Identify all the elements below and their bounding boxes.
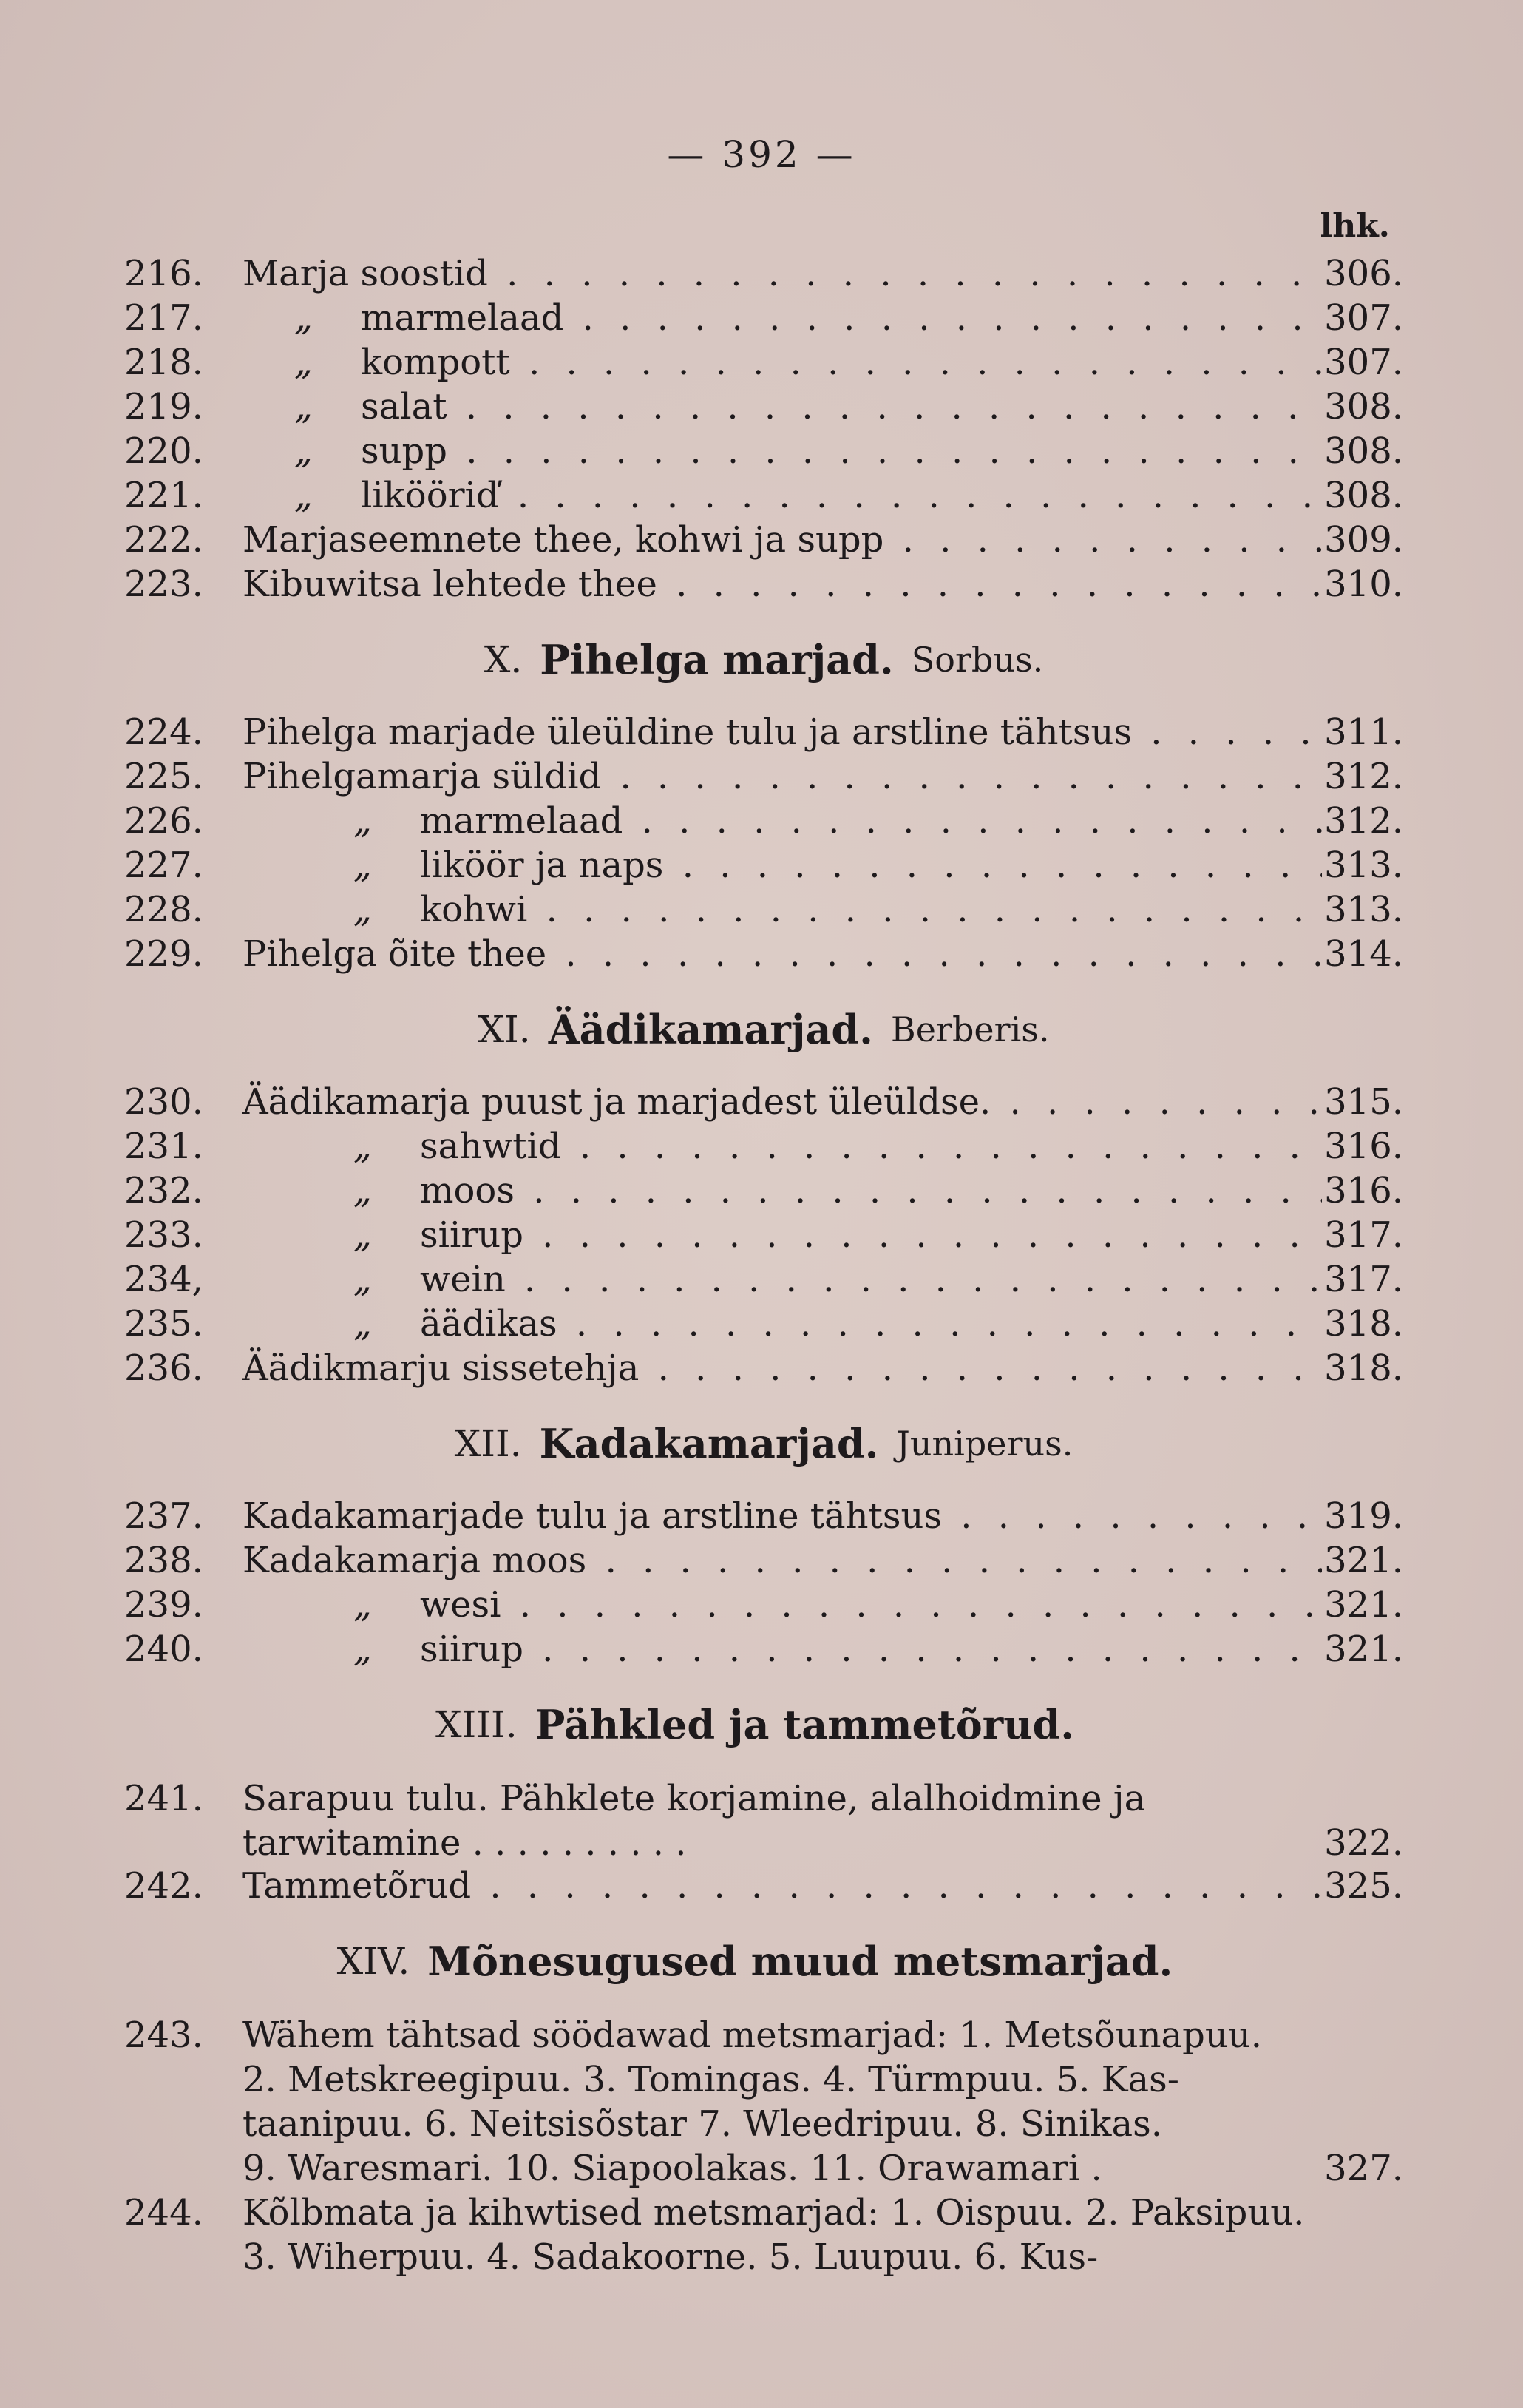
entry-number: 220. <box>124 430 203 472</box>
section-heading <box>124 1673 1403 1776</box>
section-latin-name: Juniperus. <box>896 1424 1073 1464</box>
entry-page: 308. <box>1324 475 1403 516</box>
entry-number: 224. <box>124 711 203 753</box>
entry-title: marmelaad . . . <box>361 297 1322 339</box>
entry-line: Sarapuu tulu. Pähklete korjamine, alalhoidmine ja <box>242 1778 1146 1819</box>
entry-number: 221. <box>124 475 203 516</box>
entry-page: 312. <box>1324 800 1403 842</box>
entry-line: Wähem tähtsad söödawad metsmarjad: 1. Metsõunapuu. <box>242 2015 1262 2056</box>
entry-number: 244. <box>124 2192 203 2233</box>
ditto-mark: „ <box>294 386 313 427</box>
entry-title: Marja soostid . . . <box>242 253 1322 294</box>
entry-title: sahwtid . . . <box>420 1126 1322 1167</box>
entry-number: 222. <box>124 519 203 561</box>
toc-entry <box>124 1629 1403 1673</box>
entry-line: Kõlbmata ja kihwtised metsmarjad: 1. Oispuu. 2. Paksipuu. <box>242 2192 1305 2233</box>
entry-body <box>242 2191 1322 2279</box>
entry-line: 9. Waresmari. 10. Siapoolakas. 11. Orawamari . <box>242 2148 1102 2189</box>
section-title: Pähkled ja tammetõrud. <box>535 1701 1075 1748</box>
ditto-mark: „ <box>353 1214 372 1256</box>
toc-entry <box>124 1303 1403 1347</box>
entry-title: wesi . . . <box>420 1584 1322 1626</box>
entry-number: 226. <box>124 800 203 842</box>
entry-page: 317. <box>1324 1259 1403 1300</box>
section-title: Kadakamarjad. <box>539 1420 879 1467</box>
entry-number: 236. <box>124 1347 203 1389</box>
toc-entry-multiline <box>124 2013 1403 2191</box>
entry-body <box>242 2013 1322 2191</box>
entry-title: salat . . . <box>361 386 1322 427</box>
entry-page: 315. <box>1324 1081 1403 1123</box>
entry-line: 3. Wiherpuu. 4. Sadakoorne. 5. Luupuu. 6. Kus- <box>242 2236 1099 2278</box>
entry-page: 314. <box>1324 933 1403 975</box>
entry-page: 321. <box>1324 1584 1403 1626</box>
toc-entry <box>124 564 1403 608</box>
toc-entry <box>124 845 1403 889</box>
entry-page: 312. <box>1324 756 1403 797</box>
entry-title: Pihelgamarja süldid . . . <box>242 756 1322 797</box>
entry-title: Kadakamarjade tulu ja arstline tähtsus . . . <box>242 1495 1322 1537</box>
table-of-contents <box>124 253 1403 2279</box>
entry-number: 217. <box>124 297 203 339</box>
entry-title: Marjaseemnete thee, kohwi ja supp . . . <box>242 519 1322 561</box>
entry-number: 231. <box>124 1126 203 1167</box>
entry-title: moos . . . <box>420 1170 1322 1211</box>
entry-number: 234, <box>124 1259 203 1300</box>
entry-page: 307. <box>1324 297 1403 339</box>
entry-title: wein . . . <box>420 1259 1322 1300</box>
toc-entry <box>124 1214 1403 1259</box>
entry-title: liköör ja naps . . . <box>420 845 1322 886</box>
toc-entry <box>124 1126 1403 1170</box>
entry-number: 243. <box>124 2015 203 2056</box>
section-roman-numeral: XIV. <box>336 1940 410 1983</box>
section-title: Äädikamarjad. <box>548 1006 873 1053</box>
entry-page: 308. <box>1324 430 1403 472</box>
entry-page: 318. <box>1324 1303 1403 1345</box>
section-heading <box>124 1910 1403 2013</box>
entry-line: tarwitamine . . . . . . . . . . <box>242 1822 687 1864</box>
section-heading <box>124 1392 1403 1495</box>
entry-line: 2. Metskreegipuu. 3. Tomingas. 4. Türmpuu. 5. Kas- <box>242 2059 1179 2100</box>
ditto-mark: „ <box>353 1170 372 1211</box>
entry-page: 309. <box>1324 519 1403 561</box>
entry-number: 238. <box>124 1540 203 1581</box>
entry-number: 219. <box>124 386 203 427</box>
toc-entry <box>124 519 1403 564</box>
toc-entry <box>124 1259 1403 1303</box>
section-roman-numeral: X. <box>484 638 523 681</box>
ditto-mark: „ <box>353 1126 372 1167</box>
toc-entry <box>124 1347 1403 1392</box>
entry-number: 227. <box>124 845 203 886</box>
entry-title: Pihelga marjade üleüldine tulu ja arstline tähtsus . . . <box>242 711 1322 753</box>
section-roman-numeral: XII. <box>454 1422 522 1465</box>
ditto-mark: „ <box>353 889 372 930</box>
toc-entry <box>124 933 1403 978</box>
ditto-mark: „ <box>353 1259 372 1300</box>
section-roman-numeral: XI. <box>478 1008 531 1051</box>
entry-number: 230. <box>124 1081 203 1123</box>
entry-page: 316. <box>1324 1170 1403 1211</box>
entry-title: Äädikamarja puust ja marjadest üleüldse. . . . <box>242 1081 1322 1123</box>
entry-page: 313. <box>1324 889 1403 930</box>
toc-entry <box>124 756 1403 800</box>
toc-entry <box>124 475 1403 519</box>
entry-title: Pihelga õite thee . . . <box>242 933 1322 975</box>
section-heading <box>124 608 1403 711</box>
entry-page: 306. <box>1324 253 1403 294</box>
entry-page: 317. <box>1324 1214 1403 1256</box>
entry-page: 325. <box>1324 1865 1403 1907</box>
entry-page: 310. <box>1324 564 1403 605</box>
entry-page: 316. <box>1324 1126 1403 1167</box>
ditto-mark: „ <box>294 342 313 383</box>
entry-title: siirup . . . <box>420 1214 1322 1256</box>
entry-page: 322. <box>1324 1822 1403 1864</box>
entry-title: supp . . . <box>361 430 1322 472</box>
entry-title: Kibuwitsa lehtede thee . . . <box>242 564 1322 605</box>
ditto-mark: „ <box>294 475 313 516</box>
toc-entry <box>124 342 1403 386</box>
entry-title: Äädikmarju sissetehja . . . <box>242 1347 1322 1389</box>
ditto-mark: „ <box>294 297 313 339</box>
toc-entry <box>124 1081 1403 1126</box>
entry-title: Tammetõrud . . . <box>242 1865 1322 1907</box>
entry-page: 321. <box>1324 1629 1403 1670</box>
toc-entry <box>124 253 1403 297</box>
ditto-mark: „ <box>353 1629 372 1670</box>
entry-page: 311. <box>1324 711 1403 753</box>
toc-entry-multiline <box>124 1776 1403 1865</box>
section-heading <box>124 978 1403 1081</box>
entry-page: 313. <box>1324 845 1403 886</box>
entry-title: likööriď . . . <box>361 475 1322 516</box>
entry-number: 242. <box>124 1865 203 1907</box>
ditto-mark: „ <box>353 800 372 842</box>
entry-number: 228. <box>124 889 203 930</box>
toc-entry <box>124 1170 1403 1214</box>
entry-page: 308. <box>1324 386 1403 427</box>
ditto-mark: „ <box>353 845 372 886</box>
page-number: — 392 — <box>667 133 856 176</box>
entry-number: 237. <box>124 1495 203 1537</box>
section-roman-numeral: XIII. <box>435 1703 518 1746</box>
entry-page: 318. <box>1324 1347 1403 1389</box>
entry-title: kompott . . . <box>361 342 1322 383</box>
entry-body <box>242 1776 1322 1865</box>
page-column-label: lhk. <box>1320 207 1390 245</box>
entry-number: 241. <box>124 1778 203 1819</box>
entry-number: 218. <box>124 342 203 383</box>
section-title: Mõnesugused muud metsmarjad. <box>427 1938 1173 1985</box>
entry-number: 233. <box>124 1214 203 1256</box>
entry-number: 229. <box>124 933 203 975</box>
toc-entry <box>124 1540 1403 1584</box>
entry-number: 235. <box>124 1303 203 1345</box>
toc-entry <box>124 386 1403 430</box>
entry-number: 239. <box>124 1584 203 1626</box>
entry-page: 319. <box>1324 1495 1403 1537</box>
ditto-mark: „ <box>353 1584 372 1626</box>
entry-title: siirup . . . <box>420 1629 1322 1670</box>
entry-title: kohwi . . . <box>420 889 1322 930</box>
toc-entry <box>124 800 1403 845</box>
entry-title: äädikas . . . <box>420 1303 1322 1345</box>
toc-entry <box>124 1865 1403 1910</box>
toc-entry <box>124 297 1403 342</box>
ditto-mark: „ <box>353 1303 372 1345</box>
entry-page: 327. <box>1324 2148 1403 2189</box>
entry-number: 223. <box>124 564 203 605</box>
toc-entry <box>124 1495 1403 1540</box>
entry-number: 232. <box>124 1170 203 1211</box>
entry-page: 321. <box>1324 1540 1403 1581</box>
section-latin-name: Sorbus. <box>911 640 1044 680</box>
toc-entry <box>124 711 1403 756</box>
entry-number: 216. <box>124 253 203 294</box>
toc-entry <box>124 430 1403 475</box>
entry-number: 240. <box>124 1629 203 1670</box>
entry-number: 225. <box>124 756 203 797</box>
section-title: Pihelga marjad. <box>540 636 894 683</box>
toc-entry-multiline <box>124 2191 1403 2279</box>
ditto-mark: „ <box>294 430 313 472</box>
section-latin-name: Berberis. <box>890 1009 1050 1049</box>
entry-title: marmelaad . . . <box>420 800 1322 842</box>
entry-page: 307. <box>1324 342 1403 383</box>
entry-line: taanipuu. 6. Neitsisõstar 7. Wleedripuu. 8. Sinikas. <box>242 2103 1163 2145</box>
toc-entry <box>124 889 1403 933</box>
entry-title: Kadakamarja moos . . . <box>242 1540 1322 1581</box>
toc-entry <box>124 1584 1403 1629</box>
